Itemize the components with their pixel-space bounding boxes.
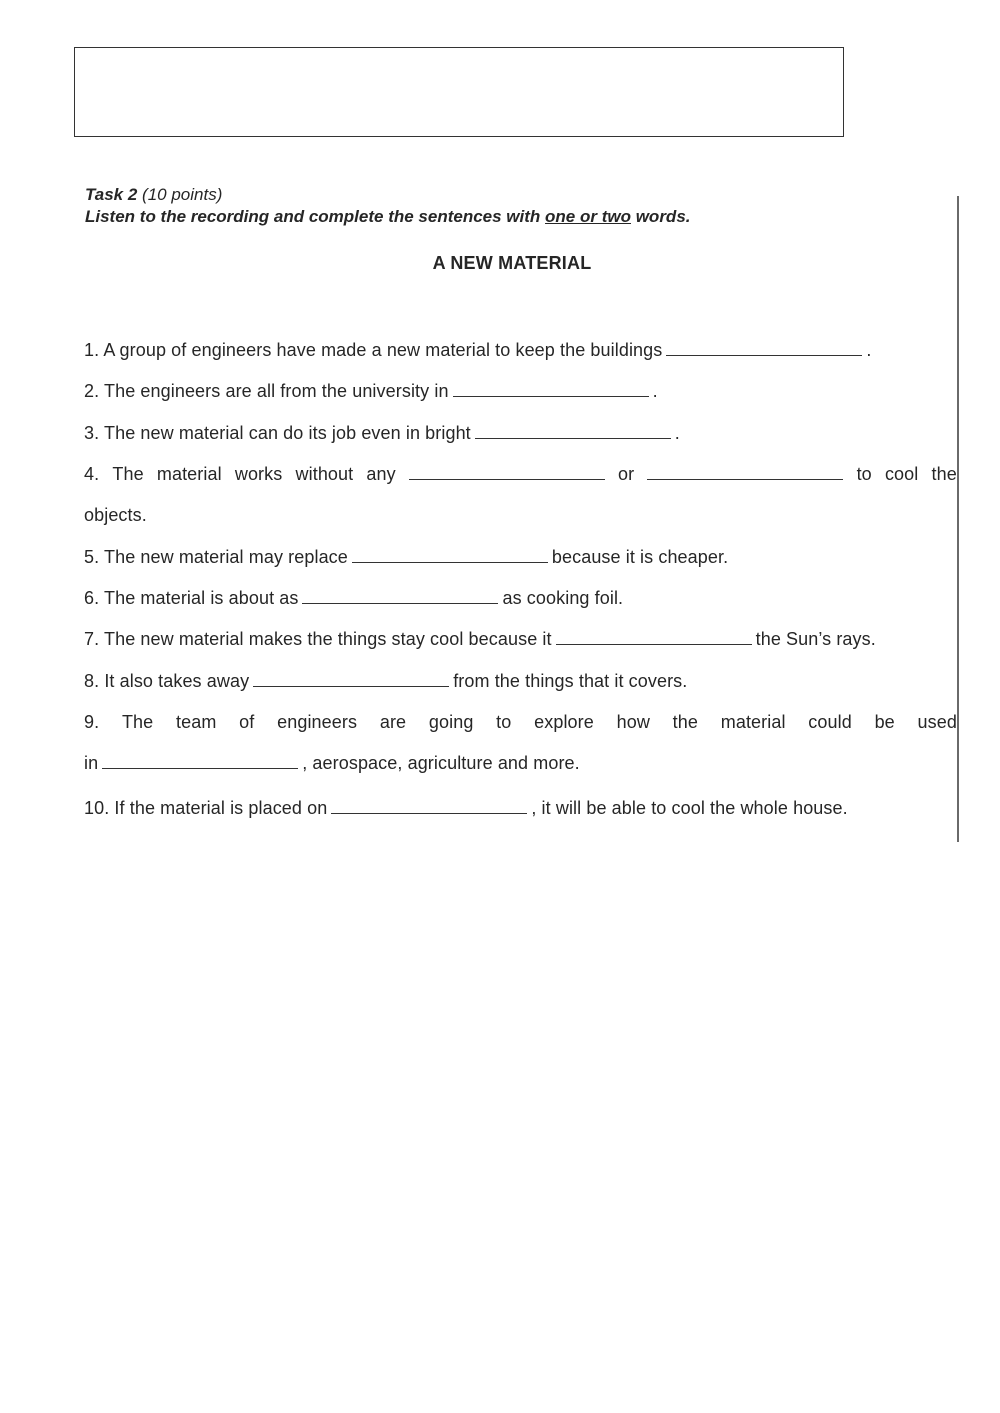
question-9 [84,711,957,733]
q9-word: material [720,712,786,732]
task-title [85,184,691,206]
q8-blank[interactable] [253,670,449,687]
answer-box [74,47,844,137]
instruction-underlined: one or two [545,207,631,226]
q1-blank[interactable] [666,339,862,356]
q3-text-before: 3. The new material can do its job even in bright [84,423,471,443]
task-label: Task 2 [85,185,138,204]
q10-text-before: 10. If the material is placed on [84,798,328,818]
q9-word: be [874,712,895,732]
q4-word: material [156,464,222,484]
page-title: A NEW MATERIAL [432,253,592,273]
task-header [85,184,691,228]
q9-continuation-after: , aerospace, agriculture and more. [302,753,580,773]
q9-word: explore [534,712,594,732]
q8-text-after: from the things that it covers. [453,671,688,691]
q9-word: to [496,712,512,732]
q8-text-before: 8. It also takes away [84,671,250,691]
q6-text-before: 6. The material is about as [84,588,299,608]
q4-word: to [856,464,872,484]
q7-text-before: 7. The new material makes the things stay cool because it [84,629,552,649]
q5-blank[interactable] [352,546,548,563]
q6-blank[interactable] [302,587,498,604]
q9-word: team [176,712,217,732]
q3-blank[interactable] [475,422,671,439]
margin-rule [957,196,959,842]
q4-blank-2[interactable] [647,463,843,480]
q4-word: or [618,464,635,484]
q9-word: how [616,712,650,732]
q4-word: 4. [84,464,100,484]
q9-word: 9. [84,712,100,732]
q9-word: The [121,712,154,732]
q7-text-after: the Sun’s rays. [755,629,876,649]
q10-blank[interactable] [331,797,527,814]
instruction-before: Listen to the recording and complete the sentences with [85,207,546,226]
q1-text-after: . [866,340,872,360]
q9-word: engineers [277,712,358,732]
q5-text-after: because it is cheaper. [551,547,729,567]
q2-blank[interactable] [453,380,649,397]
q6-text-after: as cooking foil. [502,588,624,608]
q4-word: without [295,464,354,484]
task-instruction [85,206,691,228]
q4-word: cool [884,464,919,484]
q10-text-after: , it will be able to cool the whole house. [531,798,848,818]
question-4-continued [84,504,957,526]
q9-continuation-before: in [84,753,99,773]
q9-word: are [379,712,407,732]
q2-text-after: . [652,381,658,401]
question-5 [84,546,957,568]
q3-text-after: . [674,423,680,443]
q4-blank-1[interactable] [409,463,605,480]
q9-word: going [428,712,474,732]
question-7 [84,628,957,650]
q4-word: works [234,464,283,484]
q4-word: any [366,464,396,484]
q1-text-before: 1. A group of engineers have made a new material to keep the buildings [84,340,663,360]
question-9-continued [84,752,957,774]
q9-word: could [808,712,852,732]
q5-text-before: 5. The new material may replace [84,547,348,567]
q2-text-before: 2. The engineers are all from the university in [84,381,449,401]
q9-word: the [672,712,698,732]
question-10 [84,797,957,819]
q4-word: the [931,464,957,484]
question-4 [84,463,957,485]
question-6 [84,587,957,609]
q7-blank[interactable] [556,628,752,645]
instruction-after: words. [630,207,691,226]
q9-word: of [239,712,255,732]
q4-continuation: objects. [84,505,147,525]
q9-blank[interactable] [102,752,298,769]
q4-word: The [112,464,144,484]
question-3 [84,422,957,444]
task-points: (10 points) [142,185,223,204]
question-8 [84,670,957,692]
question-2 [84,380,957,402]
question-1 [84,339,957,361]
q9-word: used [917,712,957,732]
